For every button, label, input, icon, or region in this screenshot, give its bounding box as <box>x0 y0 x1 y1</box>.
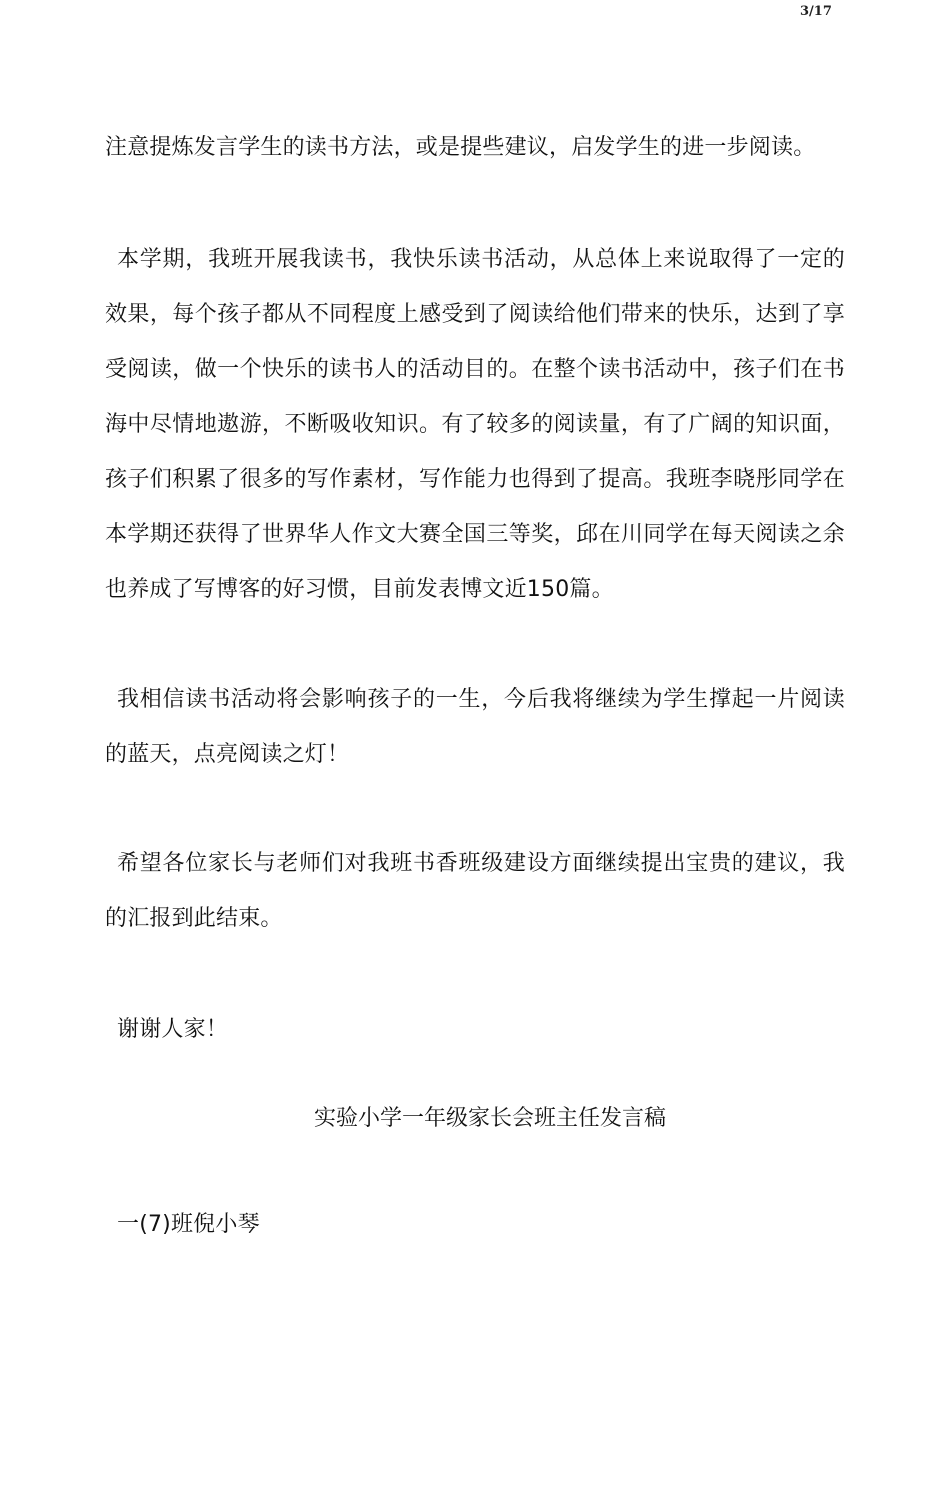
paragraph-reading-methods: 注意提炼发言学生的读书方法，或是提些建议，启发学生的进一步阅读。 <box>105 135 816 160</box>
document-title: 实验小学一年级家长会班主任发言稿 <box>313 1106 666 1131</box>
page-number: 3/17 <box>800 4 832 19</box>
paragraph-belief: 我相信读书活动将会影响孩子的一生，今后我将继续为学生撑起一片阅读的蓝天，点亮阅读之灯！ <box>105 687 845 767</box>
paragraph-thanks: 谢谢人家！ <box>117 1017 229 1042</box>
paragraph-semester-summary: 本学期，我班开展我读书，我快乐读书活动，从总体上来说取得了一定的效果，每个孩子都从不同程度上感受到了阅读给他们带来的快乐，达到了享受阅读，做一个快乐的读书人的活动目的。在整个读书活动中，孩子们在书海中尽情地遨游，不断吸收知识。有了较多的阅读量，有了广阔的知识面，孩子们积累了很多的写作素材，写作能力也得到了提高。我班李晓彤同学在本学期还获得了世界华人作文大赛全国三等奖，邱在川同学在每天阅读之余也养成了写博客的好习惯，目前发表博文近150篇。 <box>105 247 845 602</box>
author-line: 一(7)班倪小琴 <box>117 1212 260 1237</box>
paragraph-closing: 希望各位家长与老师们对我班书香班级建设方面继续提出宝贵的建议，我的汇报到此结束。 <box>105 851 845 931</box>
